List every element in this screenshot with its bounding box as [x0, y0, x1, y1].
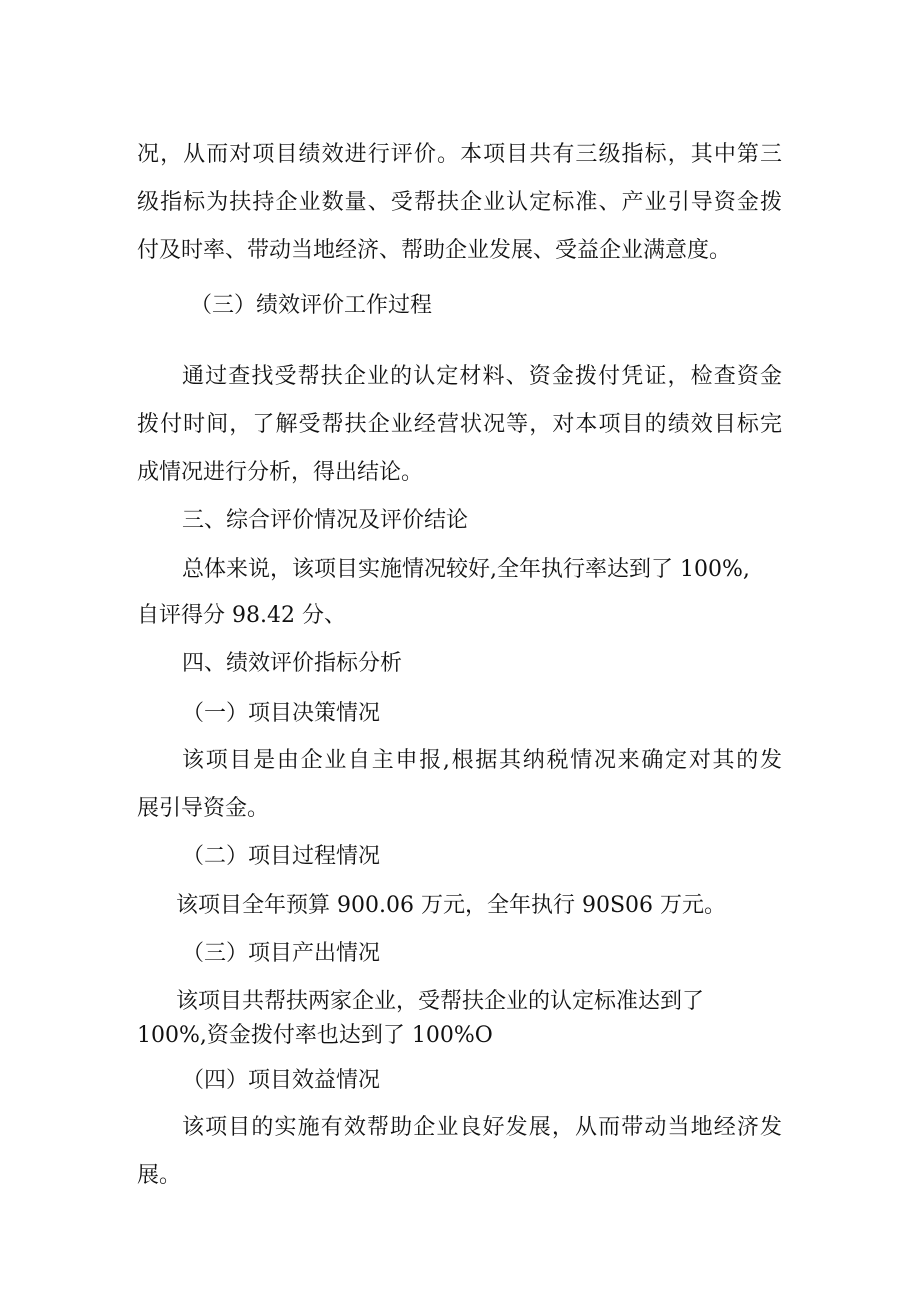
conclusion-line-1: 总体来说，该项目实施情况较好,全年执行率达到了 100%,: [182, 557, 750, 582]
conclusion-line-2: 自评得分 98.42 分、: [137, 603, 346, 628]
procedure-line-1: 该项目全年预算 900.06 万元，全年执行 90S06 万元。: [176, 893, 727, 918]
output-line-2: 100%,资金拨付率也达到了 100%O: [137, 1023, 493, 1048]
decision-line-1: 该项目是由企业自主申报,根据其纳税情况来确定对其的发: [182, 748, 782, 773]
decision-heading: （一）项目决策情况: [182, 701, 381, 726]
procedure-heading: （二）项目过程情况: [182, 844, 381, 869]
benefit-line-1: 该项目的实施有效帮助企业良好发展，从而带动当地经济发: [182, 1115, 782, 1140]
process-heading: （三）绩效评价工作过程: [190, 293, 433, 318]
process-line-2: 拨付时间，了解受帮扶企业经营状况等，对本项目的绩效目标完: [137, 412, 782, 437]
conclusion-heading: 三、综合评价情况及评价结论: [182, 508, 469, 533]
process-line-1: 通过查找受帮扶企业的认定材料、资金拨付凭证，检查资金: [182, 364, 782, 389]
intro-line-1: 况，从而对项目绩效进行评价。本项目共有三级指标，其中第三: [137, 142, 782, 167]
output-heading: （三）项目产出情况: [182, 941, 381, 966]
benefit-line-2: 展。: [137, 1163, 182, 1188]
intro-line-3: 付及时率、带动当地经济、帮助企业发展、受益企业满意度。: [137, 238, 732, 263]
process-line-3: 成情况进行分析，得出结论。: [137, 460, 424, 485]
intro-line-2: 级指标为扶持企业数量、受帮扶企业认定标准、产业引导资金拨: [137, 190, 782, 215]
analysis-heading: 四、绩效评价指标分析: [182, 651, 403, 676]
output-line-1: 该项目共帮扶两家企业，受帮扶企业的认定标准达到了: [176, 989, 705, 1014]
benefit-heading: （四）项目效益情况: [182, 1068, 381, 1093]
decision-line-2: 展引导资金。: [137, 796, 270, 821]
